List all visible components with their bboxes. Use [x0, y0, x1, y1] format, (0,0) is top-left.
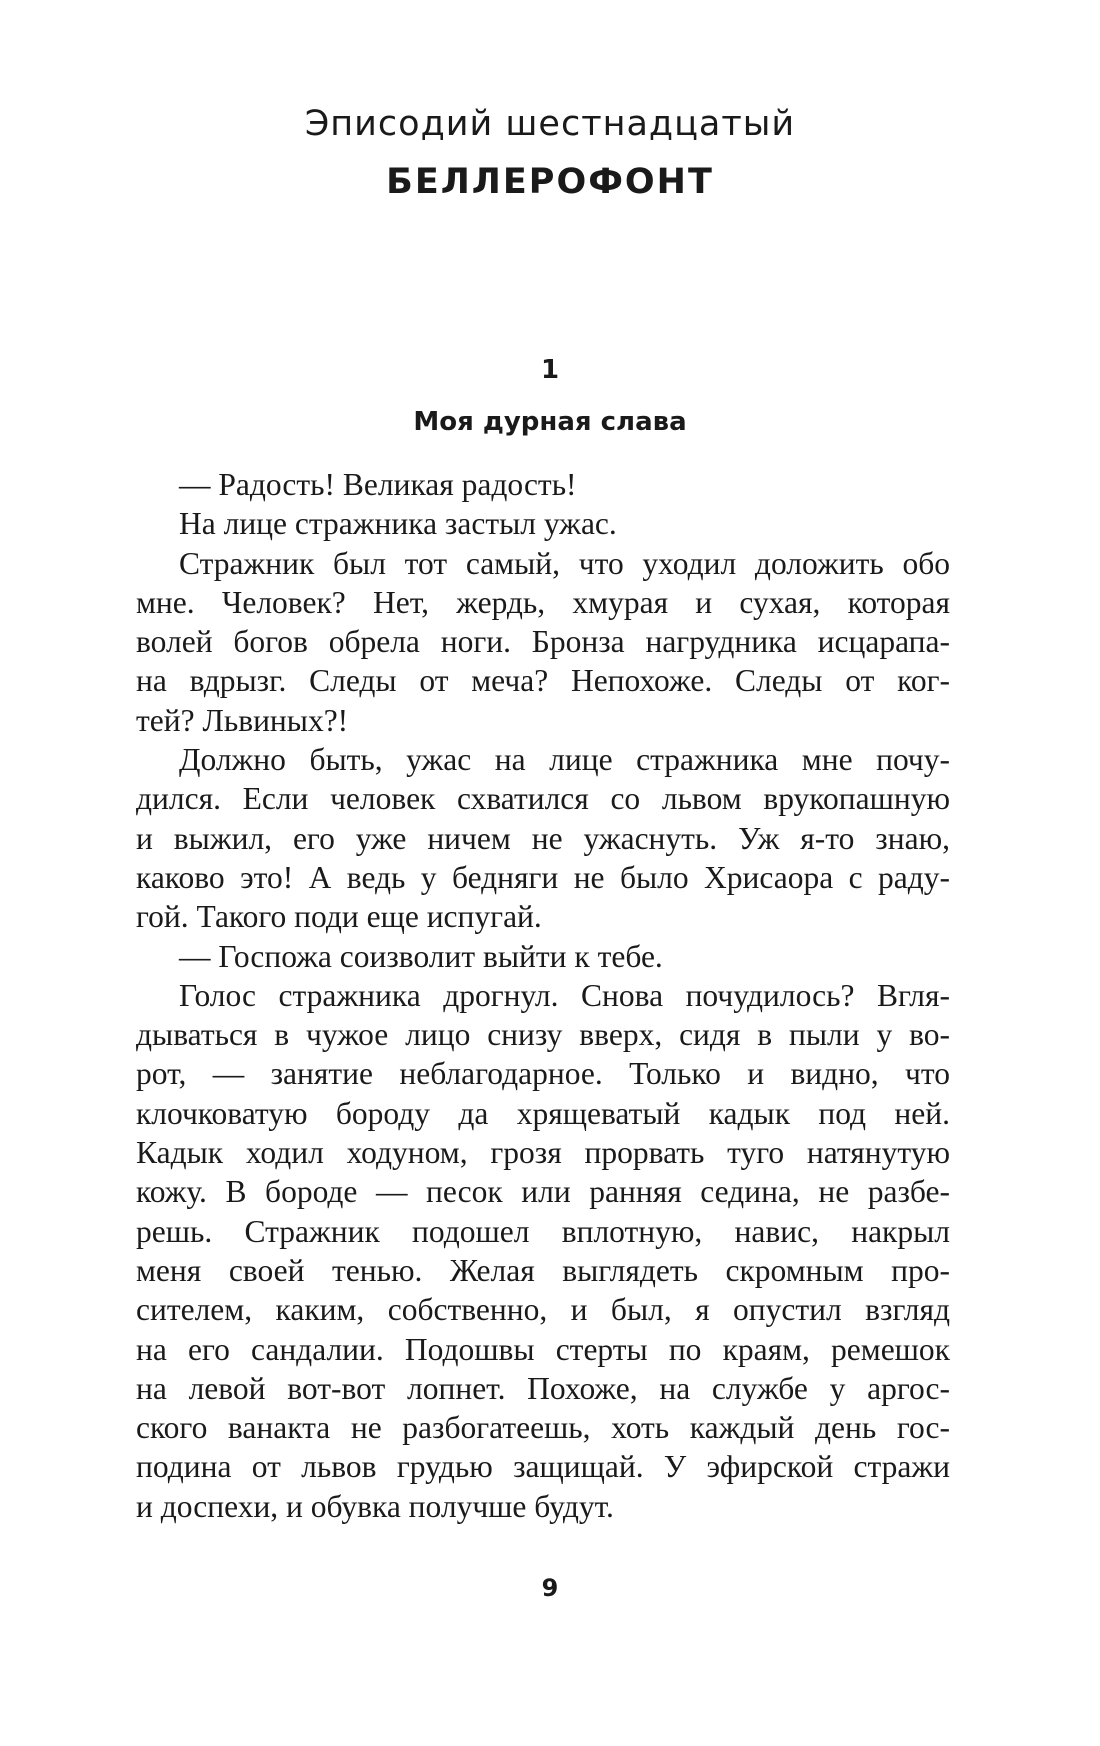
chapter-number: 1	[540, 355, 560, 385]
text-line: кожу. В бороде — песок или ранняя седина, не разбе-	[136, 1174, 950, 1210]
text-line: тей? Львиных?!	[136, 702, 349, 738]
body-text	[136, 465, 950, 1526]
text-line: на вдрызг. Следы от меча? Непохоже. Следы от ког-	[136, 663, 950, 699]
text-line: и выжил, его уже ничем не ужаснуть. Уж я-то знаю,	[136, 820, 950, 856]
text-line: дился. Если человек схватился со львом врукопашную	[136, 781, 950, 817]
text-line: сителем, каким, собственно, и был, я опустил взгляд	[136, 1292, 950, 1328]
text-line: решь. Стражник подошел вплотную, навис, накрыл	[136, 1213, 950, 1249]
text-line: подина от львов грудью защищай. У эфирской стражи	[136, 1449, 950, 1485]
chapter-title: Моя дурная слава	[413, 407, 687, 437]
text-line: на левой вот-вот лопнет. Похоже, на службе у аргос-	[136, 1370, 950, 1406]
page-number: 9	[541, 1574, 559, 1602]
text-line: Стражник был тот самый, что уходил доложить обо	[179, 545, 950, 581]
text-line: на его сандалии. Подошвы стерты по краям, ремешок	[136, 1331, 950, 1367]
text-line: клочковатую бороду да хрящеватый кадык под ней.	[136, 1095, 950, 1131]
text-line: и доспехи, и обувка получше будут.	[136, 1488, 614, 1524]
episode-title: Эписодий шестнадцатый	[304, 104, 796, 144]
text-line: Должно быть, ужас на лице стражника мне почу-	[179, 742, 950, 778]
text-line: волей богов обрела ноги. Бронза нагрудника исцарапа-	[136, 624, 950, 660]
text-line: меня своей тенью. Желая выглядеть скромным про-	[136, 1252, 950, 1288]
text-line: Голос стражника дрогнул. Снова почудилось? Вгля-	[179, 977, 950, 1013]
text-line: Кадык ходил ходуном, грозя прорвать туго натянутую	[136, 1135, 950, 1171]
text-line: гой. Такого поди еще испугай.	[136, 899, 542, 935]
text-line: На лице стражника застыл ужас.	[179, 506, 617, 542]
text-line: ского ванакта не разбогатеешь, хоть каждый день гос-	[136, 1410, 950, 1446]
episode-name: БЕЛЛЕРОФОНТ	[386, 162, 714, 202]
text-line: — Госпожа соизволит выйти к тебе.	[179, 938, 663, 974]
text-line: дываться в чужое лицо снизу вверх, сидя в пыли у во-	[136, 1017, 950, 1053]
text-line: мне. Человек? Нет, жердь, хмурая и сухая, которая	[136, 584, 950, 620]
text-line: рот, — занятие неблагодарное. Только и видно, что	[136, 1056, 950, 1092]
text-line: каково это! А ведь у бедняги не было Хрисаора с раду-	[136, 859, 950, 895]
text-line: — Радость! Великая радость!	[179, 467, 577, 502]
